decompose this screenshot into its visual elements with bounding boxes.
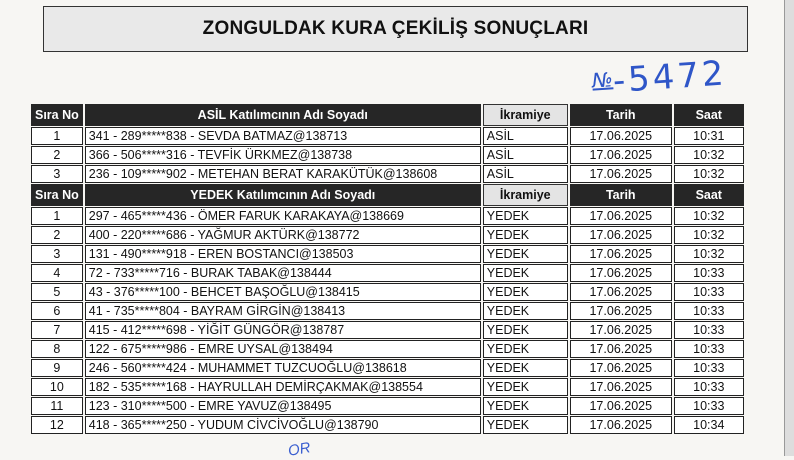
row-number: 8 [31, 340, 83, 358]
date-value: 17.06.2025 [570, 416, 672, 434]
ikramiye-value: YEDEK [483, 321, 568, 339]
date-value: 17.06.2025 [570, 226, 672, 244]
header-sira-no: Sıra No [31, 184, 83, 206]
date-value: 17.06.2025 [570, 127, 672, 145]
ikramiye-value: YEDEK [483, 378, 568, 396]
participant-name: 182 - 535*****168 - HAYRULLAH DEMİRÇAKMAK@138554 [85, 378, 481, 396]
header-ikramiye: İkramiye [483, 184, 568, 206]
ikramiye-value: YEDEK [483, 359, 568, 377]
header-yedek-name: YEDEK Katılımcının Adı Soyadı [85, 184, 481, 206]
row-number: 1 [31, 207, 83, 225]
time-value: 10:32 [674, 146, 744, 164]
table-row [31, 340, 744, 358]
ikramiye-value: YEDEK [483, 283, 568, 301]
page-title: ZONGULDAK KURA ÇEKİLİŞ SONUÇLARI [202, 18, 589, 39]
header-ikramiye: İkramiye [483, 104, 568, 126]
header-sira-no: Sıra No [31, 104, 83, 126]
participant-name: 246 - 560*****424 - MUHAMMET TUZCUOĞLU@138618 [85, 359, 481, 377]
page-edge [784, 0, 794, 456]
ikramiye-value: ASİL [483, 165, 568, 183]
table-row [31, 226, 744, 244]
table-row [31, 207, 744, 225]
row-number: 10 [31, 378, 83, 396]
ikramiye-value: ASİL [483, 127, 568, 145]
row-number: 4 [31, 264, 83, 282]
date-value: 17.06.2025 [570, 283, 672, 301]
participant-name: 236 - 109*****902 - METEHAN BERAT KARAKÜTÜK@138608 [85, 165, 481, 183]
yedek-header-row [31, 184, 744, 206]
header-asil-name: ASİL Katılımcının Adı Soyadı [85, 104, 481, 126]
ikramiye-value: ASİL [483, 146, 568, 164]
time-value: 10:33 [674, 264, 744, 282]
ikramiye-value: YEDEK [483, 207, 568, 225]
table-row [31, 264, 744, 282]
time-value: 10:33 [674, 340, 744, 358]
date-value: 17.06.2025 [570, 378, 672, 396]
header-tarih: Tarih [570, 104, 672, 126]
date-value: 17.06.2025 [570, 359, 672, 377]
row-number: 2 [31, 146, 83, 164]
table-row [31, 245, 744, 263]
row-number: 6 [31, 302, 83, 320]
header-saat: Saat [674, 184, 744, 206]
time-value: 10:32 [674, 165, 744, 183]
table-row [31, 127, 744, 145]
table-row [31, 302, 744, 320]
row-number: 11 [31, 397, 83, 415]
date-value: 17.06.2025 [570, 340, 672, 358]
stamp-number: -5472 [611, 53, 728, 102]
ikramiye-value: YEDEK [483, 416, 568, 434]
date-value: 17.06.2025 [570, 245, 672, 263]
row-number: 5 [31, 283, 83, 301]
time-value: 10:32 [674, 226, 744, 244]
participant-name: 131 - 490*****918 - EREN BOSTANCI@138503 [85, 245, 481, 263]
header-saat: Saat [674, 104, 744, 126]
ikramiye-value: YEDEK [483, 226, 568, 244]
partial-stamp: OR [286, 439, 312, 460]
table-row [31, 378, 744, 396]
time-value: 10:32 [674, 245, 744, 263]
participant-name: 72 - 733*****716 - BURAK TABAK@138444 [85, 264, 481, 282]
ikramiye-value: YEDEK [483, 340, 568, 358]
date-value: 17.06.2025 [570, 302, 672, 320]
time-value: 10:33 [674, 283, 744, 301]
participant-name: 122 - 675*****986 - EMRE UYSAL@138494 [85, 340, 481, 358]
time-value: 10:33 [674, 359, 744, 377]
date-value: 17.06.2025 [570, 397, 672, 415]
row-number: 2 [31, 226, 83, 244]
date-value: 17.06.2025 [570, 264, 672, 282]
date-value: 17.06.2025 [570, 321, 672, 339]
time-value: 10:33 [674, 378, 744, 396]
participant-name: 341 - 289*****838 - SEVDA BATMAZ@138713 [85, 127, 481, 145]
row-number: 7 [31, 321, 83, 339]
table-row [31, 146, 744, 164]
title-box [43, 6, 748, 52]
row-number: 12 [31, 416, 83, 434]
table-row [31, 165, 744, 183]
participant-name: 400 - 220*****686 - YAĞMUR AKTÜRK@138772 [85, 226, 481, 244]
time-value: 10:33 [674, 321, 744, 339]
row-number: 3 [31, 165, 83, 183]
time-value: 10:32 [674, 207, 744, 225]
header-tarih: Tarih [570, 184, 672, 206]
asil-header-row [31, 104, 744, 126]
results-table [29, 103, 746, 435]
date-value: 17.06.2025 [570, 146, 672, 164]
time-value: 10:31 [674, 127, 744, 145]
ikramiye-value: YEDEK [483, 397, 568, 415]
stamp-prefix: № [591, 67, 614, 93]
time-value: 10:33 [674, 302, 744, 320]
date-value: 17.06.2025 [570, 165, 672, 183]
table-row [31, 321, 744, 339]
row-number: 1 [31, 127, 83, 145]
table-row [31, 283, 744, 301]
time-value: 10:34 [674, 416, 744, 434]
date-value: 17.06.2025 [570, 207, 672, 225]
participant-name: 415 - 412*****698 - YİĞİT GÜNGÖR@138787 [85, 321, 481, 339]
number-stamp [591, 53, 728, 102]
participant-name: 366 - 506*****316 - TEVFİK ÜRKMEZ@138738 [85, 146, 481, 164]
participant-name: 297 - 465*****436 - ÖMER FARUK KARAKAYA@138669 [85, 207, 481, 225]
row-number: 9 [31, 359, 83, 377]
table-row [31, 359, 744, 377]
row-number: 3 [31, 245, 83, 263]
ikramiye-value: YEDEK [483, 245, 568, 263]
ikramiye-value: YEDEK [483, 302, 568, 320]
participant-name: 418 - 365*****250 - YUDUM CİVCİVOĞLU@138790 [85, 416, 481, 434]
table-row [31, 416, 744, 434]
time-value: 10:33 [674, 397, 744, 415]
participant-name: 41 - 735*****804 - BAYRAM GİRGİN@138413 [85, 302, 481, 320]
ikramiye-value: YEDEK [483, 264, 568, 282]
participant-name: 123 - 310*****500 - EMRE YAVUZ@138495 [85, 397, 481, 415]
participant-name: 43 - 376*****100 - BEHCET BAŞOĞLU@138415 [85, 283, 481, 301]
table-row [31, 397, 744, 415]
